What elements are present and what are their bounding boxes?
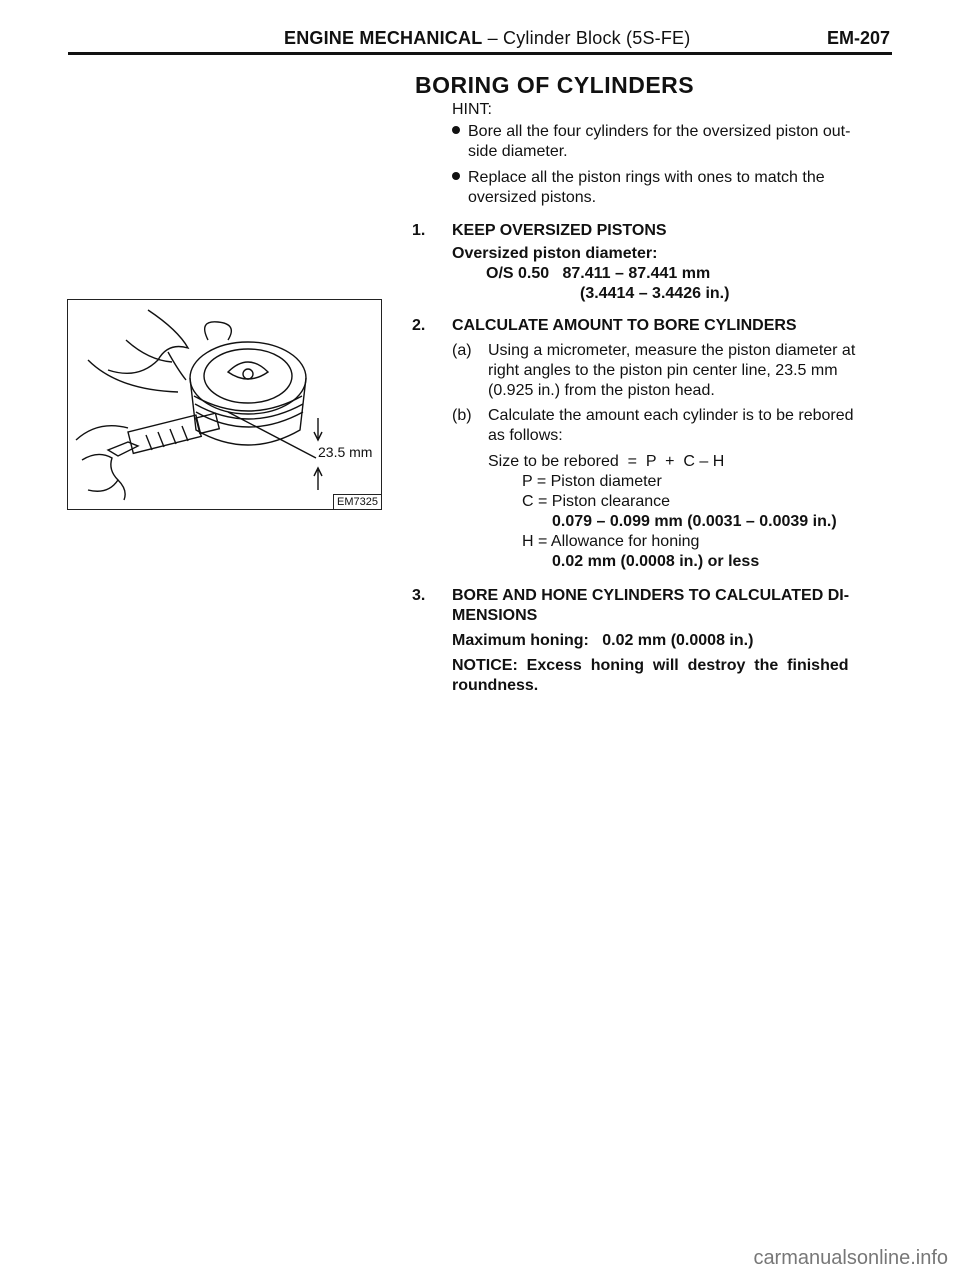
step-3-heading-line-2: MENSIONS: [452, 607, 538, 624]
step-1-spec-line-2: (3.4414 – 3.4426 in.): [580, 285, 730, 302]
piston-measurement-figure: [67, 299, 382, 510]
step-1-spec-line-1: O/S 0.50 87.411 – 87.441 mm: [486, 265, 711, 282]
maximum-honing: Maximum honing: 0.02 mm (0.0008 in.): [452, 632, 754, 649]
hint-label: HINT:: [452, 101, 492, 118]
figure-code: EM7325: [333, 494, 381, 509]
hint-bullet-2-line-1: Replace all the piston rings with ones to match the: [468, 169, 825, 186]
header-title: [284, 28, 690, 49]
step-2-number: 2.: [412, 317, 426, 334]
p-definition: P = Piston diameter: [522, 473, 662, 490]
watermark: carmanualsonline.info: [753, 1247, 948, 1269]
notice-line-2: roundness.: [452, 677, 539, 694]
h-value: 0.02 mm (0.0008 in.) or less: [552, 553, 760, 570]
page-header: [68, 22, 892, 52]
header-section: ENGINE MECHANICAL: [284, 28, 483, 48]
header-rule: [68, 52, 892, 55]
rebore-formula: Size to be rebored = P + C – H: [488, 453, 725, 470]
step-3-number: 3.: [412, 587, 426, 604]
header-subsection: – Cylinder Block (5S-FE): [482, 28, 691, 48]
step-1-spec-label: Oversized piston diameter:: [452, 245, 658, 262]
c-definition: C = Piston clearance: [522, 493, 671, 510]
hint-bullet-1-line-2: side diameter.: [468, 143, 568, 160]
step-2a-label: (a): [452, 342, 472, 359]
step-2b-line-2: as follows:: [488, 427, 563, 444]
step-2a-line-3: (0.925 in.) from the piston head.: [488, 382, 715, 399]
hint-bullet-1: [452, 122, 850, 142]
bullet-icon: [452, 126, 460, 134]
c-value: 0.079 – 0.099 mm (0.0031 – 0.0039 in.): [552, 513, 837, 530]
step-2b-label: (b): [452, 407, 472, 424]
bullet-icon: [452, 172, 460, 180]
hint-bullet-1-line-1: Bore all the four cylinders for the oversized piston out-: [468, 123, 851, 140]
hint-bullet-2-line-2: oversized pistons.: [468, 189, 597, 206]
step-1-number: 1.: [412, 222, 426, 239]
micrometer-piston-illustration: [68, 300, 383, 511]
step-1-heading: KEEP OVERSIZED PISTONS: [452, 222, 667, 239]
notice-line-1: NOTICE: Excess honing will destroy the finished: [452, 657, 849, 674]
figure-dimension-label: 23.5 mm: [318, 444, 373, 460]
section-title: BORING OF CYLINDERS: [415, 72, 695, 98]
hint-bullet-2: [452, 168, 825, 188]
step-3-heading-line-1: BORE AND HONE CYLINDERS TO CALCULATED DI-: [452, 587, 850, 604]
step-2b-line-1: Calculate the amount each cylinder is to be rebored: [488, 407, 854, 424]
step-2a-line-2: right angles to the piston pin center line, 23.5 mm: [488, 362, 838, 379]
h-definition: H = Allowance for honing: [522, 533, 700, 550]
step-2a-line-1: Using a micrometer, measure the piston diameter at: [488, 342, 856, 359]
step-2-heading: CALCULATE AMOUNT TO BORE CYLINDERS: [452, 317, 797, 334]
page-number: EM-207: [826, 28, 890, 48]
